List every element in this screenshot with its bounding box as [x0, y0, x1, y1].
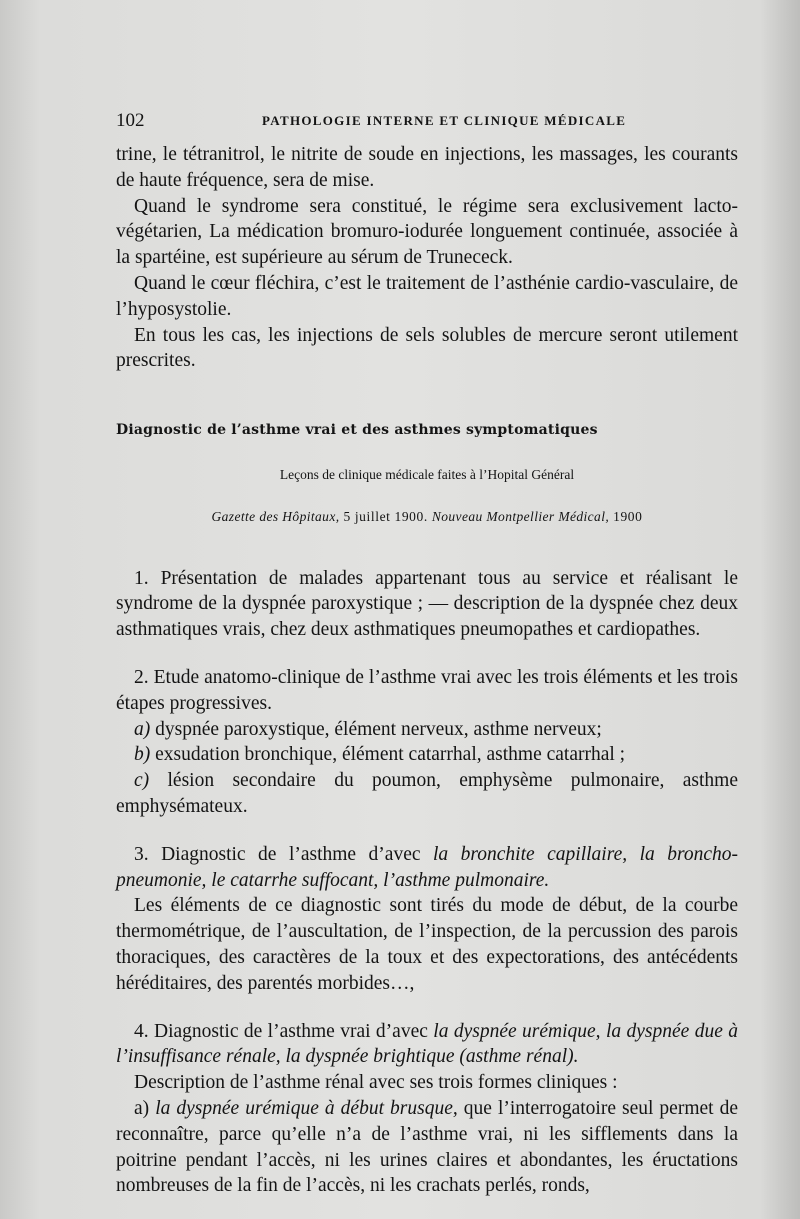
item-4-a-text: que l’interrogatoire seul permet de reconnaître, parce qu’elle n’a de l’asthme vrai, ni les sifflements dans la poitrine pendant l’accès, ni les urines claires et abondantes, les éructations nombreuses de la fin de l’accès, ni les crachats perlés, ronds, [116, 1097, 739, 1197]
running-title: PATHOLOGIE INTERNE ET CLINIQUE MÉDICALE [262, 113, 627, 128]
item-2-c [116, 768, 738, 820]
item-3 [116, 842, 738, 894]
running-head [116, 110, 736, 134]
section-title: Diagnostic de l’asthme vrai et des asthmes symptomatiques [116, 422, 598, 439]
citation-date: 5 juillet 1900. [339, 508, 432, 524]
item-2-a-text: dyspnée paroxystique, élément nerveux, asthme nerveux; [150, 718, 602, 740]
item-2-c-label: c) [134, 770, 150, 792]
intro-paragraph-2: Quand le syndrome sera constitué, le régime sera exclusivement lacto-végétarien, La médication bromuro-iodurée longuement continuée, associée à la spartéine, est supérieure au sérum de Trunececk. [116, 195, 738, 269]
item-4-a-italic: la dyspnée urémique à début brusque, [155, 1097, 458, 1119]
item-4-lead: 4. Diagnostic de l’asthme vrai d’avec [134, 1020, 434, 1042]
intro-paragraph-4: En tous les cas, les injections de sels solubles de mercure seront utilement prescrites. [116, 324, 738, 372]
item-2-b-label: b) [134, 744, 151, 766]
citation-year: 1900 [609, 508, 643, 524]
citation-journal-2: Nouveau Montpellier Médical, [431, 508, 610, 524]
item-4 [116, 1019, 738, 1071]
item-3-detail: Les éléments de ce diagnostic sont tirés du mode de début, de la courbe thermométrique, de l’auscultation, de l’inspection, de la percussion des parois thoraciques, des caractères de la toux et des expectorations, des antécédents héréditaires, des parentés morbides…, [116, 895, 738, 994]
section-citation [116, 504, 738, 530]
section-subtitle: Leçons de clinique médicale faites à l’Hopital Général [279, 466, 575, 482]
item-4-a-label: a) [134, 1097, 156, 1119]
item-4-italic: la dyspnée urémique, la dyspnée due à l’insuffisance rénale, la dyspnée brightique (asthme rénal). [116, 1020, 738, 1068]
item-3-italic: la bronchite capillaire, la broncho-pneumonie, le catarrhe suffocant, l’asthme pulmonaire. [116, 843, 738, 891]
item-2-a [116, 717, 738, 743]
item-2-intro: 2. Etude anatomo-clinique de l’asthme vrai avec les trois éléments et les trois étapes progressives. [116, 666, 738, 714]
item-4-a [116, 1096, 738, 1199]
section-heading-block [116, 418, 738, 529]
item-2-b-text: exsudation bronchique, élément catarrhal, asthme catarrhal ; [150, 744, 626, 766]
item-2-b [116, 742, 738, 768]
item-2-c-text: lésion secondaire du poumon, emphysème pulmonaire, asthme emphysémateux. [116, 770, 738, 817]
page-body [116, 142, 738, 1199]
item-2-a-label: a) [134, 718, 151, 740]
item-4-description: Description de l’asthme rénal avec ses trois formes cliniques : [134, 1072, 618, 1094]
citation-journal-1: Gazette des Hôpitaux, [211, 508, 340, 524]
item-1: 1. Présentation de malades appartenant tous au service et réalisant le syndrome de la dyspnée paroxystique ; — description de la dyspnée chez deux asthmatiques vrais, chez deux asthmatiques pneumopathes et cardiopathes. [116, 567, 738, 641]
item-3-lead: 3. Diagnostic de l’asthme d’avec [134, 843, 433, 865]
intro-paragraph-1: trine, le tétranitrol, le nitrite de soude en injections, les massages, les courants de haute fréquence, sera de mise. [116, 144, 738, 191]
intro-paragraph-3: Quand le cœur fléchira, c’est le traitement de l’asthénie cardio-vasculaire, de l’hyposystolie. [116, 272, 738, 320]
page-number: 102 [116, 110, 145, 131]
